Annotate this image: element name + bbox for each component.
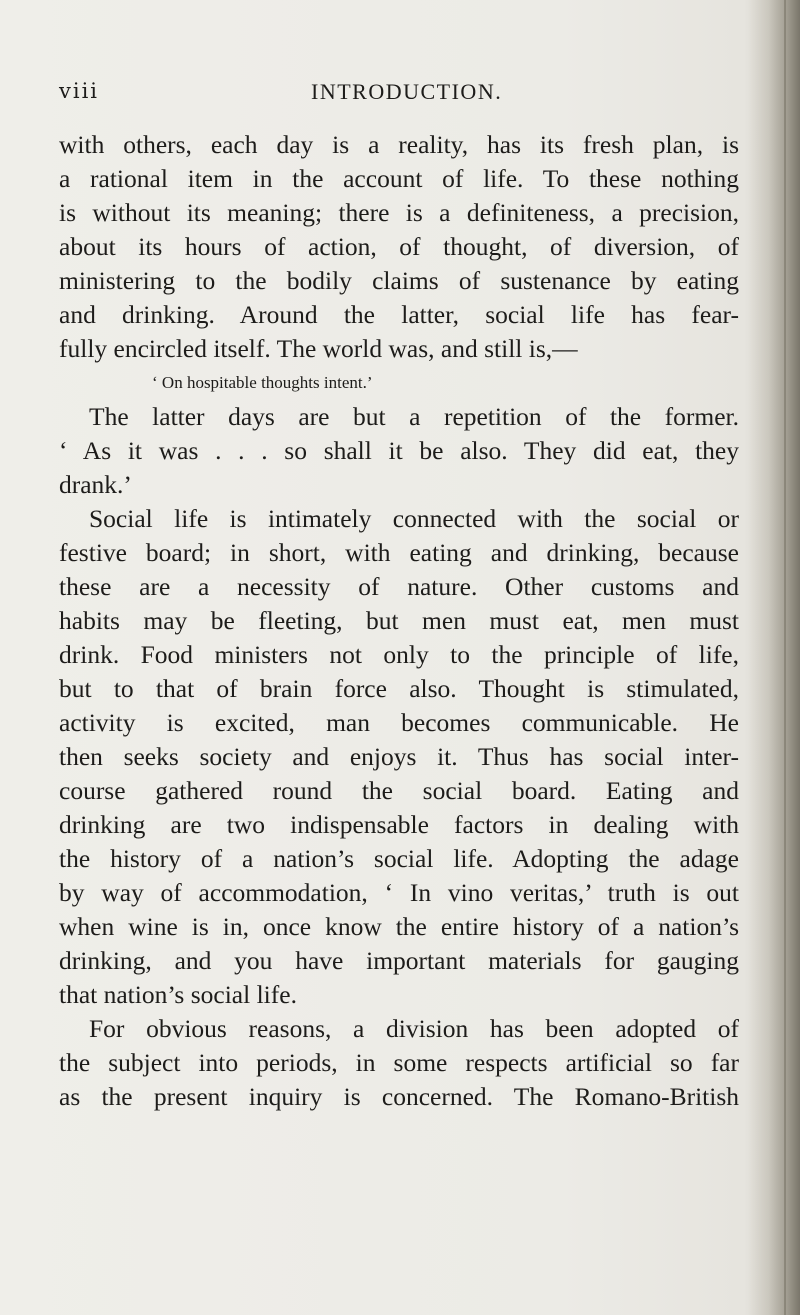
text-line: habits may be fleeting, but men must eat, men must	[59, 606, 739, 635]
page-edge-line	[784, 0, 786, 1315]
text-line: a rational item in the account of life. To these nothing	[59, 164, 739, 193]
text-line: when wine is in, once know the entire history of a nation’s	[59, 912, 739, 941]
page-number: viii	[59, 79, 100, 103]
text-line: about its hours of action, of thought, of diversion, of	[59, 232, 739, 261]
text-line: activity is excited, man becomes communicable. He	[59, 708, 739, 737]
text-line: ‘ As it was . . . so shall it be also. They did eat, they	[59, 436, 739, 465]
text-line: For obvious reasons, a division has been adopted of	[89, 1014, 739, 1043]
body-text	[59, 128, 739, 1114]
page-edge-shadow	[748, 0, 800, 1315]
text-line: drinking are two indispensable factors in dealing with	[59, 810, 739, 839]
text-line: The latter days are but a repetition of the former.	[89, 402, 739, 431]
text-line: drinking, and you have important materials for gauging	[59, 946, 739, 975]
text-line: with others, each day is a reality, has its fresh plan, is	[59, 130, 739, 159]
text-line: these are a necessity of nature. Other customs and	[59, 572, 739, 601]
block-quote: ‘ On hospitable thoughts intent.’	[152, 373, 373, 392]
text-line: Social life is intimately connected with the social or	[89, 504, 739, 533]
text-line: drink. Food ministers not only to the principle of life,	[59, 640, 739, 669]
running-head: INTRODUCTION.	[311, 79, 503, 104]
text-line: as the present inquiry is concerned. The Romano-British	[59, 1082, 739, 1111]
text-line: by way of accommodation, ‘ In vino veritas,’ truth is out	[59, 878, 739, 907]
text-line: festive board; in short, with eating and drinking, because	[59, 538, 739, 567]
text-line: the history of a nation’s social life. Adopting the adage	[59, 844, 739, 873]
text-line: then seeks society and enjoys it. Thus has social inter-	[59, 742, 739, 771]
text-line: drank.’	[59, 470, 132, 499]
text-line: the subject into periods, in some respects artificial so far	[59, 1048, 739, 1077]
page-header	[59, 79, 739, 115]
text-line: fully encircled itself. The world was, and still is,—	[59, 334, 578, 363]
text-line: but to that of brain force also. Thought is stimulated,	[59, 674, 739, 703]
text-line: is without its meaning; there is a definiteness, a precision,	[59, 198, 739, 227]
text-line: and drinking. Around the latter, social life has fear-	[59, 300, 739, 329]
text-line: ministering to the bodily claims of sustenance by eating	[59, 266, 739, 295]
text-line: that nation’s social life.	[59, 980, 297, 1009]
text-line: course gathered round the social board. Eating and	[59, 776, 739, 805]
